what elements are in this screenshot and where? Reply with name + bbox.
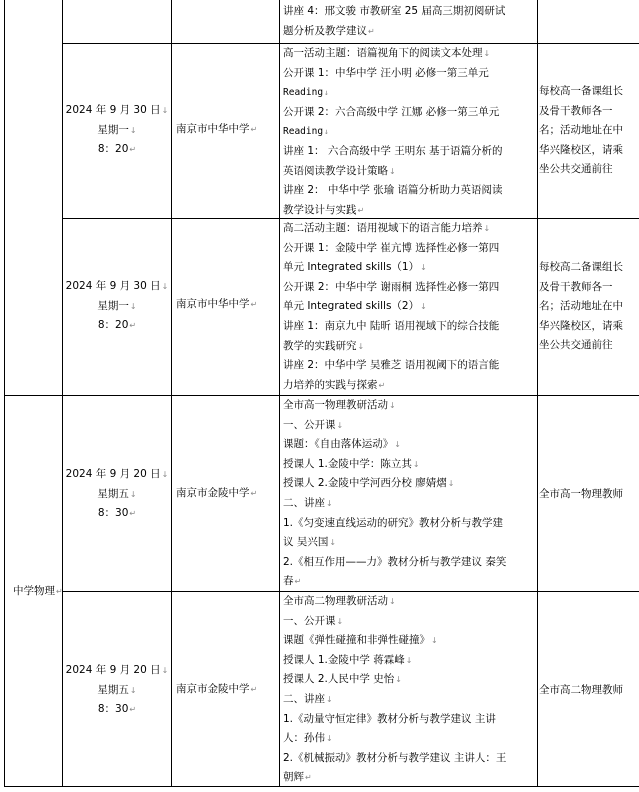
content-cell [280, 396, 537, 592]
date-cell [63, 661, 171, 720]
content-line: 单元 Integrated skills（1）↓ [283, 261, 427, 274]
content-line: 力培养的实践与探索↵ [283, 378, 386, 391]
content-line: 一、公开课↓ [283, 418, 344, 431]
note-cell [538, 485, 639, 505]
note-cell [538, 258, 639, 356]
time-text: 8：30↵ [97, 703, 137, 716]
table-column-divider [171, 0, 172, 786]
content-line: 英语阅读教学设计策略↓ [283, 164, 396, 177]
content-line: 公开课 1：金陵中学 崔亢博 选择性必修一第四 [283, 241, 500, 254]
note-line: 全市高一物理教师 [539, 488, 623, 500]
content-line: 全市高二物理教研活动↓ [283, 595, 396, 607]
content-line: 二、讲座↓ [283, 496, 333, 509]
content-cell [280, 44, 537, 220]
content-line: 授课人 1.金陵中学：陈立其↓ [283, 457, 420, 470]
content-line: 公开课 1：中华中学 汪小明 必修一第三单元 [283, 66, 489, 79]
location-cell: 南京市中华中学↵ [176, 298, 258, 310]
location-cell: 南京市金陵中学↵ [176, 487, 258, 499]
content-line: Reading↓ [283, 126, 329, 138]
date-cell [63, 277, 171, 336]
weekday-text: 星期一↓ [97, 123, 137, 136]
note-cell [538, 82, 639, 180]
time-text: 8：20↵ [97, 319, 137, 332]
date-text: 2024 年 9 月 20 日↓ [65, 468, 169, 480]
note-line: 坐公共交通前往 [539, 339, 613, 352]
note-line: 坐公共交通前往 [539, 163, 613, 176]
table-border-left [4, 0, 5, 786]
table-row [280, 2, 537, 41]
note-line: 每校高二备课组长 [539, 261, 623, 273]
date-text: 2024 年 9 月 30 日↓ [65, 280, 169, 292]
location-cell: 南京市金陵中学↵ [176, 683, 258, 695]
date-text: 2024 年 9 月 20 日↓ [65, 664, 169, 676]
note-cell [538, 681, 639, 701]
note-line: 及骨干教师各一 [539, 104, 613, 117]
content-line: 教学设计与实践↵ [283, 203, 365, 216]
weekday-text: 星期五↓ [97, 487, 137, 500]
content-line: 高二活动主题：语用视域下的语言能力培养↓ [283, 222, 491, 234]
content-line: 课题《弹性碰撞和非弹性碰撞》↓ [283, 634, 438, 647]
date-text: 2024 年 9 月 30 日↓ [65, 104, 169, 116]
note-line: 华兴隆校区，请乘 [539, 143, 623, 156]
content-line: 讲座 1：南京九中 陆昕 语用视域下的综合技能 [283, 319, 500, 332]
content-line: 教学的实践研究↓ [283, 339, 365, 352]
content-line: 讲座 4：邢文骏 市教研室 25 届高三期初阅研试 [283, 5, 506, 17]
date-cell [63, 465, 171, 524]
weekday-text: 星期五↓ [97, 683, 137, 696]
time-text: 8：30↵ [97, 507, 137, 520]
content-line: 二、讲座↓ [283, 692, 333, 705]
content-line: 公开课 2：中华中学 谢雨桐 选择性必修一第四 [283, 280, 500, 293]
content-line: 议 吴兴国↓ [283, 536, 337, 549]
content-line: 讲座 2： 中华中学 张瑜 语篇分析助力英语阅读 [283, 184, 503, 197]
content-line: 春↵ [283, 575, 302, 588]
content-line: 2.《相互作用——力》教材分析与教学建议 秦笑 [283, 555, 507, 568]
note-line: 华兴隆校区，请乘 [539, 319, 623, 332]
content-line: 讲座 1： 六合高级中学 王明东 基于语篇分析的 [283, 144, 503, 157]
note-line: 及骨干教师各一 [539, 280, 613, 293]
content-cell [280, 592, 537, 788]
content-line: 单元 Integrated skills（2）↓ [283, 300, 427, 313]
note-line: 每校高一备课组长 [539, 85, 623, 97]
content-line: 授课人 1.金陵中学 蒋霖峰↓ [283, 653, 413, 666]
content-line: 公开课 2：六合高级中学 江娜 必修一第三单元 [283, 105, 500, 118]
content-line: 全市高一物理教研活动↓ [283, 399, 396, 411]
date-cell [63, 101, 171, 160]
content-cell [280, 219, 537, 395]
content-line: 授课人 2.金陵中学河西分校 廖婧熠↓ [283, 477, 455, 490]
location-cell: 南京市中华中学↵ [176, 123, 258, 135]
weekday-text: 星期一↓ [97, 299, 137, 312]
content-line: 一、公开课↓ [283, 614, 344, 627]
content-line: 授课人 2.人民中学 史怡↓ [283, 673, 402, 686]
time-text: 8：20↵ [97, 143, 137, 156]
content-line: 讲座 2：中华中学 吴雅芝 语用视阈下的语言能 [283, 359, 500, 372]
content-line: 朝辉↵ [283, 771, 312, 784]
note-line: 名；活动地址在中 [539, 124, 623, 137]
content-line: 题分析及教学建议↵ [283, 24, 375, 37]
subject-cell: 中学物理↵ [13, 585, 63, 597]
note-line: 名；活动地址在中 [539, 300, 623, 313]
content-line: 高一活动主题：语篇视角下的阅读文本处理↓ [283, 47, 491, 59]
content-line: 课题：《自由落体运动》↓ [283, 438, 401, 451]
content-line: 人：孙伟↓ [283, 732, 333, 745]
content-line: 1.《匀变速直线运动的研究》教材分析与教学建 [283, 516, 504, 529]
note-line: 全市高二物理教师 [539, 684, 623, 696]
content-line: Reading↓ [283, 87, 329, 99]
content-line: 2.《机械振动》教材分析与教学建议 主讲人：王 [283, 751, 507, 764]
content-line: 1.《动量守恒定律》教材分析与教学建议 主讲 [283, 712, 496, 725]
